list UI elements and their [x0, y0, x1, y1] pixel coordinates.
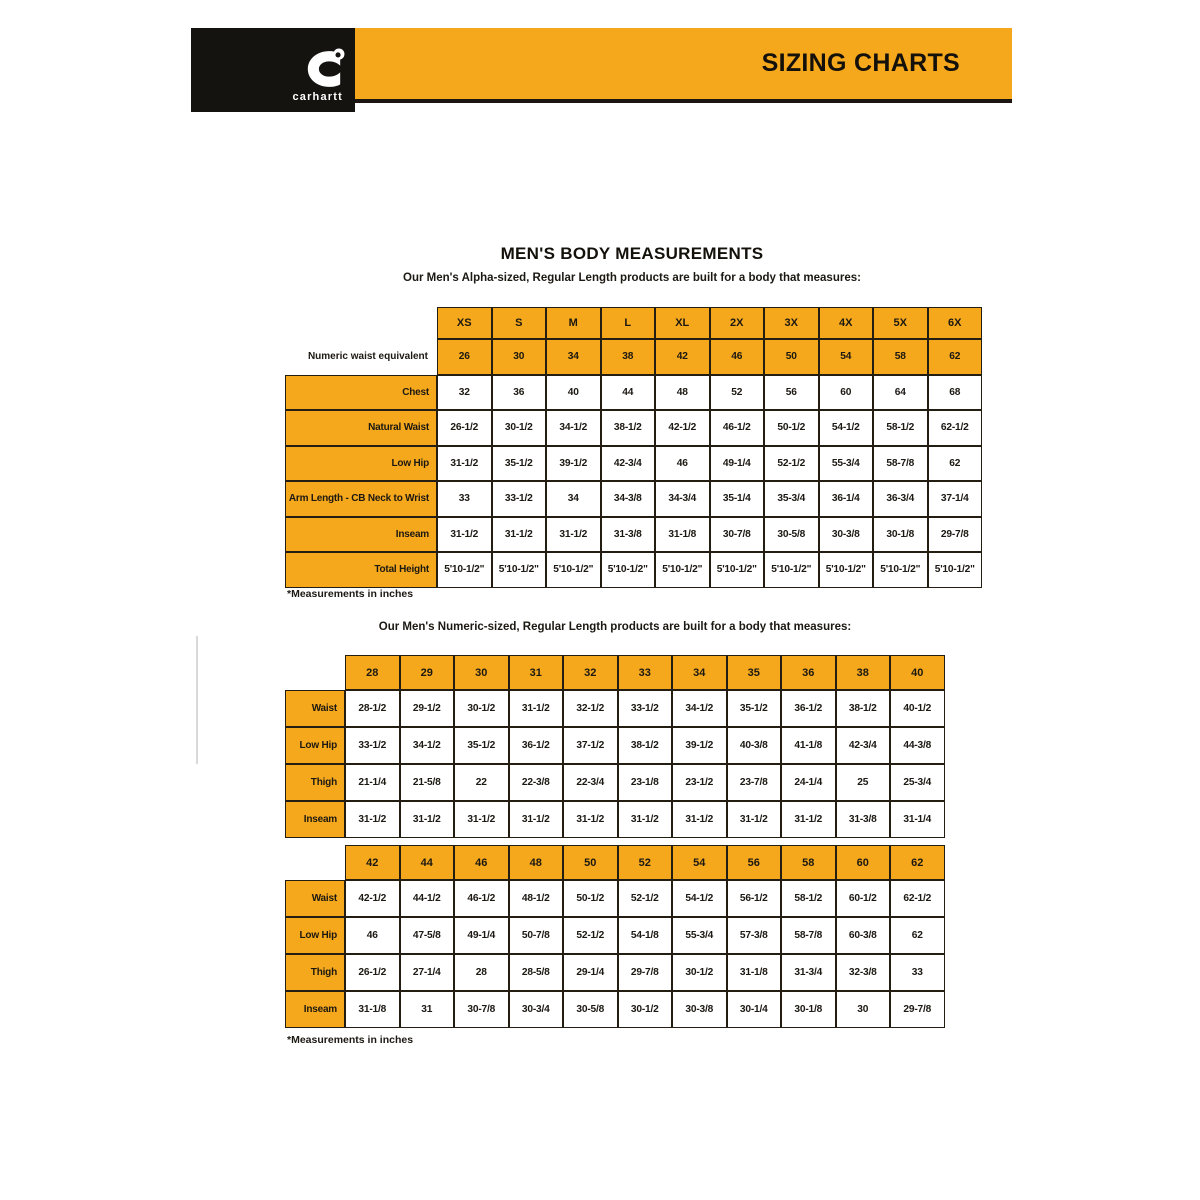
- table-corner-spacer: [285, 655, 345, 690]
- measurement-cell: 58: [873, 339, 928, 375]
- measurement-cell: 38-1/2: [836, 690, 891, 727]
- alpha-intro-text: Our Men's Alpha-sized, Regular Length products are built for a body that measures:: [403, 272, 861, 284]
- measurement-cell: 58-1/2: [781, 880, 836, 917]
- measurement-cell: 62: [928, 446, 983, 482]
- measurement-cell: 33: [437, 481, 492, 517]
- measurement-cell: 5'10-1/2": [437, 552, 492, 588]
- measurement-cell: 50-7/8: [509, 917, 564, 954]
- alpha-size-table: [285, 307, 982, 588]
- scan-artifact-line: [196, 636, 198, 764]
- banner-title: SIZING CHARTS: [761, 49, 960, 77]
- measurement-cell: 54-1/2: [672, 880, 727, 917]
- measurement-cell: 36-3/4: [873, 481, 928, 517]
- measurement-cell: 33-1/2: [345, 727, 400, 764]
- row-label: Inseam: [285, 991, 345, 1028]
- measurement-cell: 35-1/2: [727, 690, 782, 727]
- size-column-header: 32: [563, 655, 618, 690]
- measurement-cell: 54-1/8: [618, 917, 673, 954]
- measurement-cell: 40-3/8: [727, 727, 782, 764]
- measurement-cell: 31-1/2: [563, 801, 618, 838]
- numeric-size-table-small: [285, 655, 945, 838]
- measurement-cell: 32: [437, 375, 492, 411]
- measurement-cell: 55-3/4: [819, 446, 874, 482]
- measurement-cell: 31-1/2: [492, 517, 547, 553]
- row-label: Thigh: [285, 954, 345, 991]
- measurement-cell: 42-1/2: [655, 410, 710, 446]
- measurement-cell: 31-1/8: [655, 517, 710, 553]
- size-column-header: 40: [890, 655, 945, 690]
- measurement-cell: 5'10-1/2": [655, 552, 710, 588]
- size-column-header: 54: [672, 845, 727, 880]
- measurement-cell: 24-1/4: [781, 764, 836, 801]
- page-title: MEN'S BODY MEASUREMENTS: [500, 244, 764, 263]
- measurement-cell: 68: [928, 375, 983, 411]
- measurement-cell: 42: [655, 339, 710, 375]
- row-label: Numeric waist equivalent: [307, 351, 428, 363]
- measurement-cell: 22: [454, 764, 509, 801]
- measurement-cell: 5'10-1/2": [764, 552, 819, 588]
- measurement-cell: 35-3/4: [764, 481, 819, 517]
- row-label: Arm Length - CB Neck to Wrist: [285, 481, 437, 517]
- measurement-cell: 26: [437, 339, 492, 375]
- measurement-cell: 50-1/2: [764, 410, 819, 446]
- measurement-cell: 31-1/2: [345, 801, 400, 838]
- measurement-cell: 25-3/4: [890, 764, 945, 801]
- measurement-cell: 30: [492, 339, 547, 375]
- size-column-header: 3X: [764, 307, 819, 339]
- measurement-cell: 23-7/8: [727, 764, 782, 801]
- measurement-cell: 57-3/8: [727, 917, 782, 954]
- measurement-cell: 33-1/2: [618, 690, 673, 727]
- table-corner-spacer: [285, 307, 437, 339]
- size-column-header: 46: [454, 845, 509, 880]
- measurement-cell: 30-3/8: [819, 517, 874, 553]
- measurement-cell: 29-1/2: [400, 690, 455, 727]
- measurement-cell: 46: [710, 339, 765, 375]
- measurement-cell: 34: [546, 481, 601, 517]
- measurement-cell: 23-1/2: [672, 764, 727, 801]
- measurement-cell: 37-1/4: [928, 481, 983, 517]
- measurement-cell: 54: [819, 339, 874, 375]
- measurement-cell: 56-1/2: [727, 880, 782, 917]
- measurement-cell: 31-3/4: [781, 954, 836, 991]
- measurement-cell: 5'10-1/2": [546, 552, 601, 588]
- row-label: Low Hip: [285, 446, 437, 482]
- measurement-cell: 28: [454, 954, 509, 991]
- size-column-header: 4X: [819, 307, 874, 339]
- measurement-cell: 38-1/2: [618, 727, 673, 764]
- size-column-header: 44: [400, 845, 455, 880]
- measurement-cell: 28-1/2: [345, 690, 400, 727]
- sizing-charts-banner: [355, 28, 1012, 103]
- measurement-cell: 30-7/8: [710, 517, 765, 553]
- size-column-header: 34: [672, 655, 727, 690]
- measurement-cell: 31-1/2: [400, 801, 455, 838]
- size-column-header: 52: [618, 845, 673, 880]
- measurement-cell: 30-3/8: [672, 991, 727, 1028]
- measurement-cell: 30-5/8: [764, 517, 819, 553]
- measurement-cell: 30-1/2: [672, 954, 727, 991]
- measurement-cell: 35-1/2: [454, 727, 509, 764]
- measurement-cell: 36: [492, 375, 547, 411]
- measurement-cell: 60-3/8: [836, 917, 891, 954]
- size-column-header: 33: [618, 655, 673, 690]
- measurement-cell: 47-5/8: [400, 917, 455, 954]
- measurement-cell: 62: [890, 917, 945, 954]
- size-column-header: 6X: [928, 307, 983, 339]
- measurements-note-alpha: *Measurements in inches: [287, 588, 414, 600]
- size-column-header: 29: [400, 655, 455, 690]
- measurement-cell: 55-3/4: [672, 917, 727, 954]
- measurement-cell: 31-1/2: [781, 801, 836, 838]
- measurement-cell: 29-7/8: [618, 954, 673, 991]
- measurement-cell: 30-1/2: [618, 991, 673, 1028]
- size-column-header: M: [546, 307, 601, 339]
- size-column-header: 36: [781, 655, 836, 690]
- measurement-cell: 32-3/8: [836, 954, 891, 991]
- measurement-cell: 36-1/2: [509, 727, 564, 764]
- measurement-cell: 33: [890, 954, 945, 991]
- measurement-cell: 30-1/8: [873, 517, 928, 553]
- measurement-cell: 44: [601, 375, 656, 411]
- size-column-header: L: [601, 307, 656, 339]
- measurement-cell: 50: [764, 339, 819, 375]
- row-label: Inseam: [285, 801, 345, 838]
- measurement-cell: 34: [546, 339, 601, 375]
- measurement-cell: 37-1/2: [563, 727, 618, 764]
- measurement-cell: 5'10-1/2": [601, 552, 656, 588]
- carhartt-wordmark: carhartt: [292, 91, 343, 103]
- size-column-header: 31: [509, 655, 564, 690]
- size-column-header: 2X: [710, 307, 765, 339]
- measurement-cell: 30-1/2: [454, 690, 509, 727]
- measurement-cell: 31-1/2: [437, 446, 492, 482]
- measurement-cell: 33-1/2: [492, 481, 547, 517]
- measurement-cell: 64: [873, 375, 928, 411]
- size-column-header: XL: [655, 307, 710, 339]
- measurement-cell: 31-1/8: [727, 954, 782, 991]
- measurement-cell: 52-1/2: [618, 880, 673, 917]
- measurement-cell: 28-5/8: [509, 954, 564, 991]
- row-label: Low Hip: [285, 727, 345, 764]
- size-column-header: 60: [836, 845, 891, 880]
- measurement-cell: 38: [601, 339, 656, 375]
- measurement-cell: 30-1/2: [492, 410, 547, 446]
- size-column-header: 28: [345, 655, 400, 690]
- measurement-cell: 46: [655, 446, 710, 482]
- measurement-cell: 31-3/8: [601, 517, 656, 553]
- measurement-cell: 31-1/2: [672, 801, 727, 838]
- measurement-cell: 31-1/8: [345, 991, 400, 1028]
- measurement-cell: 27-1/4: [400, 954, 455, 991]
- measurement-cell: 34-1/2: [672, 690, 727, 727]
- measurement-cell: 58-7/8: [781, 917, 836, 954]
- size-column-header: 35: [727, 655, 782, 690]
- row-label: Inseam: [285, 517, 437, 553]
- size-column-header: XS: [437, 307, 492, 339]
- measurement-cell: 49-1/4: [710, 446, 765, 482]
- measurement-cell: 38-1/2: [601, 410, 656, 446]
- row-label: Chest: [285, 375, 437, 411]
- measurement-cell: 31-1/4: [890, 801, 945, 838]
- measurement-cell: 60: [819, 375, 874, 411]
- measurement-cell: 39-1/2: [672, 727, 727, 764]
- measurement-cell: 31-1/2: [454, 801, 509, 838]
- measurement-cell: 40-1/2: [890, 690, 945, 727]
- row-label: Low Hip: [285, 917, 345, 954]
- measurement-cell: 34-3/4: [655, 481, 710, 517]
- measurement-cell: 42-3/4: [601, 446, 656, 482]
- size-column-header: 50: [563, 845, 618, 880]
- measurement-cell: 30-1/4: [727, 991, 782, 1028]
- carhartt-c-icon: [303, 46, 345, 92]
- size-column-header: 58: [781, 845, 836, 880]
- numeric-size-table-large: [285, 845, 945, 1028]
- measurement-cell: 30-1/8: [781, 991, 836, 1028]
- measurement-cell: 52-1/2: [563, 917, 618, 954]
- measurement-cell: 36-1/2: [781, 690, 836, 727]
- size-column-header: S: [492, 307, 547, 339]
- measurement-cell: 44-1/2: [400, 880, 455, 917]
- measurement-cell: 36-1/4: [819, 481, 874, 517]
- measurement-cell: 52-1/2: [764, 446, 819, 482]
- measurement-cell: 26-1/2: [437, 410, 492, 446]
- measurements-note-numeric: *Measurements in inches: [287, 1034, 414, 1046]
- measurement-cell: 44-3/8: [890, 727, 945, 764]
- measurement-cell: 58-1/2: [873, 410, 928, 446]
- measurement-cell: 50-1/2: [563, 880, 618, 917]
- measurement-cell: 31-1/2: [618, 801, 673, 838]
- measurement-cell: 29-1/4: [563, 954, 618, 991]
- measurement-cell: 31: [400, 991, 455, 1028]
- brand-logo-box: [191, 28, 355, 112]
- measurement-cell: 52: [710, 375, 765, 411]
- measurement-cell: 31-1/2: [546, 517, 601, 553]
- measurement-cell: 42-1/2: [345, 880, 400, 917]
- measurement-cell: 49-1/4: [454, 917, 509, 954]
- measurement-cell: 46: [345, 917, 400, 954]
- measurement-cell: 54-1/2: [819, 410, 874, 446]
- measurement-cell: 34-3/8: [601, 481, 656, 517]
- measurement-cell: 41-1/8: [781, 727, 836, 764]
- measurement-cell: 32-1/2: [563, 690, 618, 727]
- measurement-cell: 39-1/2: [546, 446, 601, 482]
- size-column-header: 48: [509, 845, 564, 880]
- measurement-cell: 48: [655, 375, 710, 411]
- size-column-header: 30: [454, 655, 509, 690]
- row-label: Waist: [285, 690, 345, 727]
- measurement-cell: 23-1/8: [618, 764, 673, 801]
- measurement-cell: 21-1/4: [345, 764, 400, 801]
- measurement-cell: 5'10-1/2": [928, 552, 983, 588]
- measurement-cell: 46-1/2: [454, 880, 509, 917]
- row-label: Waist: [285, 880, 345, 917]
- measurement-cell: 30-3/4: [509, 991, 564, 1028]
- measurement-cell: 22-3/8: [509, 764, 564, 801]
- size-column-header: 62: [890, 845, 945, 880]
- row-label: Natural Waist: [285, 410, 437, 446]
- measurement-cell: 29-7/8: [928, 517, 983, 553]
- measurement-cell: 5'10-1/2": [819, 552, 874, 588]
- measurement-cell: 35-1/2: [492, 446, 547, 482]
- measurement-cell: 62: [928, 339, 983, 375]
- measurement-cell: 48-1/2: [509, 880, 564, 917]
- measurement-cell: 31-1/2: [437, 517, 492, 553]
- table-corner-spacer: [285, 845, 345, 880]
- numeric-intro-text: Our Men's Numeric-sized, Regular Length products are built for a body that measures:: [378, 621, 852, 633]
- measurement-cell: 35-1/4: [710, 481, 765, 517]
- measurement-cell: 58-7/8: [873, 446, 928, 482]
- measurement-cell: 5'10-1/2": [710, 552, 765, 588]
- size-column-header: 56: [727, 845, 782, 880]
- size-column-header: 38: [836, 655, 891, 690]
- measurement-cell: 40: [546, 375, 601, 411]
- size-column-header: 5X: [873, 307, 928, 339]
- size-column-header: 42: [345, 845, 400, 880]
- row-label: Total Height: [285, 552, 437, 588]
- measurement-cell: 21-5/8: [400, 764, 455, 801]
- measurement-cell: 34-1/2: [400, 727, 455, 764]
- row-label: Thigh: [285, 764, 345, 801]
- measurement-cell: 34-1/2: [546, 410, 601, 446]
- measurement-cell: 30-5/8: [563, 991, 618, 1028]
- measurement-cell: 25: [836, 764, 891, 801]
- measurement-cell: 5'10-1/2": [492, 552, 547, 588]
- measurement-cell: 30: [836, 991, 891, 1028]
- measurement-cell: 29-7/8: [890, 991, 945, 1028]
- measurement-cell: 26-1/2: [345, 954, 400, 991]
- measurement-cell: 60-1/2: [836, 880, 891, 917]
- measurement-cell: 31-3/8: [836, 801, 891, 838]
- measurement-cell: 31-1/2: [509, 801, 564, 838]
- measurement-cell: 62-1/2: [928, 410, 983, 446]
- measurement-cell: 5'10-1/2": [873, 552, 928, 588]
- measurement-cell: 22-3/4: [563, 764, 618, 801]
- measurement-cell: 30-7/8: [454, 991, 509, 1028]
- measurement-cell: 31-1/2: [727, 801, 782, 838]
- measurement-cell: 46-1/2: [710, 410, 765, 446]
- measurement-cell: 56: [764, 375, 819, 411]
- measurement-cell: 42-3/4: [836, 727, 891, 764]
- measurement-cell: 62-1/2: [890, 880, 945, 917]
- measurement-cell: 31-1/2: [509, 690, 564, 727]
